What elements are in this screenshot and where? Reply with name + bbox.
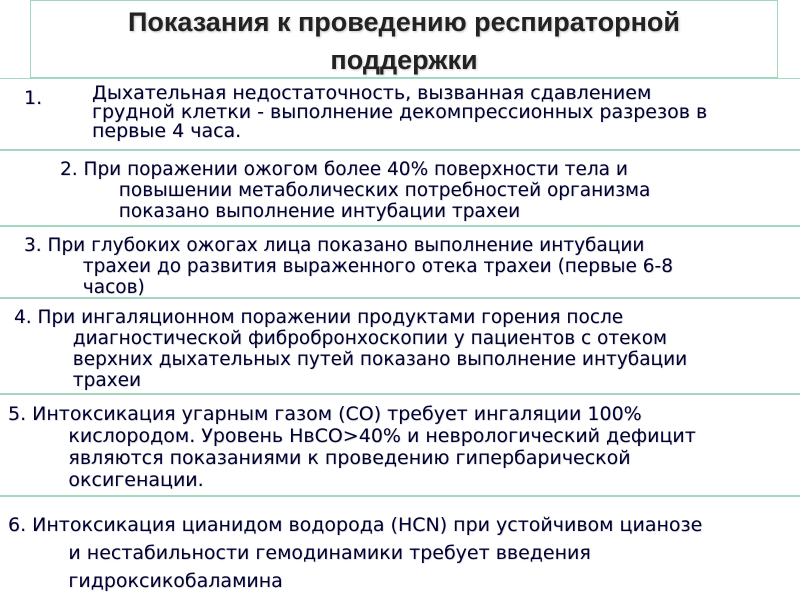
indication-item-6 <box>0 496 800 600</box>
item-1-text: Дыхательная недостаточность, вызванная сдавлением грудной клетки - выполнение декомпрессионных разрезов в первые 4 часа. <box>92 82 708 142</box>
item-2-text: 2. При поражении ожогом более 40% поверхности тела и повышении метаболических потребностей организма показано выполнение интубации трахеи <box>60 159 651 222</box>
item-3-text: 3. При глубоких ожогах лица показано выполнение интубации трахеи до развития выраженного отека трахеи (первые 6-8 часов) <box>24 235 673 298</box>
item-5-text: 5. Интоксикация угарным газом (СО) требует ингаляции 100% кислородом. Уровень НвСО>40% и неврологический дефицит являются показаниями к проведению гипербарической оксигенации. <box>8 403 696 491</box>
indication-item-4 <box>0 298 800 394</box>
slide-title: Показания к проведению респираторной поддержки <box>127 7 681 75</box>
item-6-text: 6. Интоксикация цианидом водорода (НСN) при устойчивом цианозе и нестабильности гемодинамики требует введения гидроксикобаламина <box>8 514 703 592</box>
indication-item-5 <box>0 394 800 496</box>
title-box <box>30 0 778 78</box>
indication-item-2 <box>0 150 800 226</box>
item-1-number: 1. <box>24 87 43 109</box>
indication-item-1 <box>0 78 800 150</box>
item-4-text: 4. При ингаляционном поражении продуктами горения после диагностической фибробронхоскопии у пациентов с отеком верхних дыхательных путей показано выполнение интубации трахеи <box>14 307 688 391</box>
indication-item-3 <box>0 226 800 298</box>
